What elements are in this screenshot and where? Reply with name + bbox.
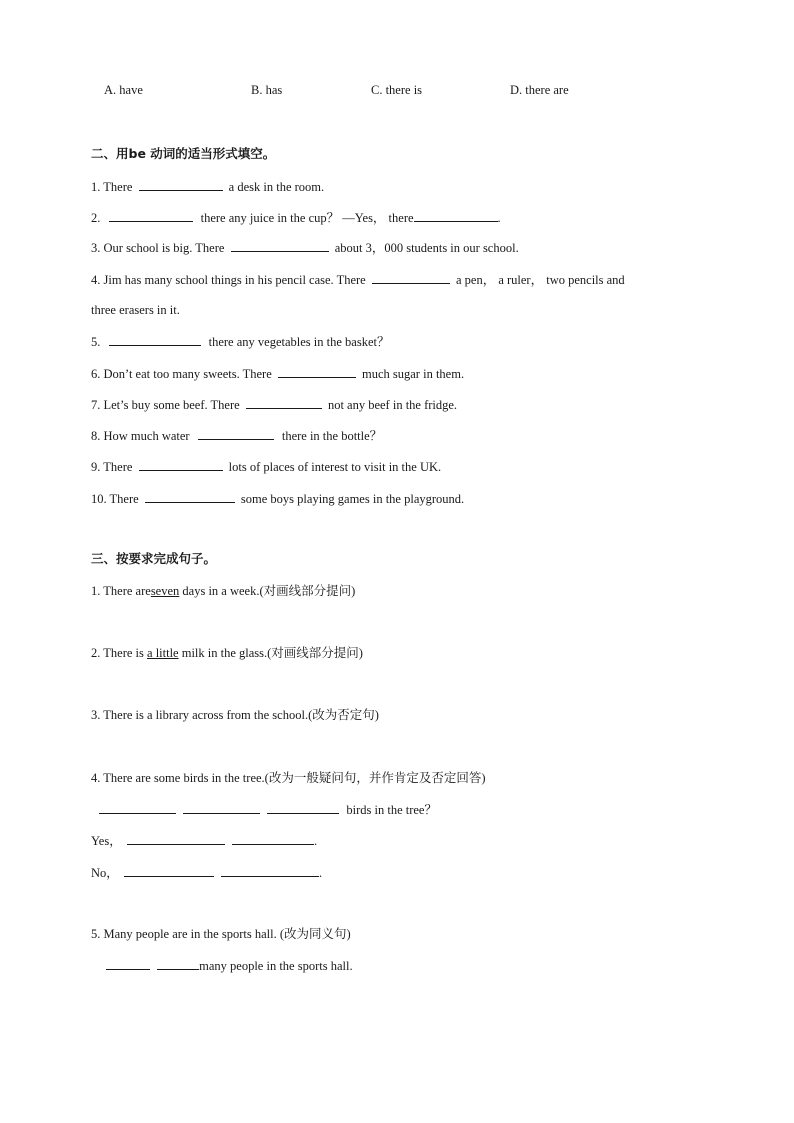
question-3-5: 5. Many people are in the sports hall. (改为同义句) [91,927,351,941]
question-3-5-answer-line [106,957,353,974]
option-c[interactable]: C. there is [371,83,423,97]
question-2-4 [91,271,625,288]
question-text: some boys playing games in the playground. [240,492,465,506]
question-text: lots of places of interest to visit in the UK. [228,460,442,474]
answer-blank[interactable] [231,239,329,252]
section-3-heading: 三、按要求完成句子。 [91,551,217,566]
question-2-5 [91,333,389,350]
question-2-8 [91,427,382,444]
question-text: 8. How much water [91,429,190,443]
period: . [313,834,318,848]
question-text: about 3，000 students in our school. [334,241,519,255]
question-text: 5. [91,335,101,349]
question-3-4: 4. There are some birds in the tree.(改为一般疑问句，并作肯定及否定回答) [91,771,486,785]
answer-blank[interactable] [372,271,450,284]
underlined-word: a little [147,646,179,660]
answer-blank[interactable] [106,957,150,970]
question-text: 1. There [91,180,133,194]
question-text: 9. There [91,460,133,474]
answer-blank[interactable] [99,801,176,814]
answer-blank[interactable] [278,365,356,378]
question-text: much sugar in them. [362,367,465,381]
question-2-10 [91,490,464,507]
question-2-9 [91,458,441,475]
section-2-heading: 二、用be 动词的适当形式填空。 [91,146,276,161]
question-text: there in the bottle？ [281,429,383,443]
question-2-7 [91,396,457,413]
answer-blank[interactable] [145,490,235,503]
answer-blank[interactable] [198,427,274,440]
question-2-2 [91,209,501,226]
period: . [319,866,323,880]
option-d[interactable]: D. there are [510,83,569,97]
answer-blank[interactable] [414,209,498,222]
question-text: a pen， a ruler， two pencils and [455,273,625,287]
question-3-2 [91,645,363,661]
question-text: a desk in the room. [228,180,325,194]
question-text: there any vegetables in the basket？ [208,335,390,349]
answer-blank[interactable] [232,832,314,845]
question-text: 3. Our school is big. There [91,241,225,255]
no-label: No， [91,866,119,880]
question-text: 7. Let’s buy some beef. There [91,398,240,412]
question-3-4-line-1 [99,801,437,818]
option-a[interactable]: A. have [104,83,143,97]
question-text: 6. Don’t eat too many sweets. There [91,367,272,381]
question-2-6 [91,365,464,382]
question-text: there any juice in the cup？ —Yes， there [200,211,414,225]
question-text: milk in the glass.(对画线部分提问) [181,646,363,660]
question-2-1 [91,178,324,195]
question-text: many people in the sports hall. [199,959,353,973]
answer-blank[interactable] [139,458,223,471]
question-3-4-yes-line [91,832,317,849]
question-text: 2. [91,211,101,225]
question-text: 10. There [91,492,139,506]
answer-blank[interactable] [109,209,193,222]
question-text: 4. Jim has many school things in his pencil case. There [91,273,366,287]
question-text: . [497,211,501,225]
option-b[interactable]: B. has [251,83,283,97]
question-3-4-no-line [91,864,322,881]
answer-blank[interactable] [246,396,322,409]
question-2-4-continued: three erasers in it. [91,303,180,317]
answer-blank[interactable] [109,333,201,346]
answer-blank[interactable] [124,864,214,877]
question-2-3 [91,239,519,256]
question-text: 1. There are [91,584,151,598]
underlined-word: seven [150,584,180,598]
question-3-3: 3. There is a library across from the school.(改为否定句) [91,708,379,722]
answer-blank[interactable] [157,957,199,970]
answer-blank[interactable] [127,832,225,845]
answer-blank[interactable] [183,801,260,814]
question-3-1 [91,583,355,599]
answer-blank[interactable] [221,864,319,877]
question-text: 2. There is [91,646,144,660]
question-text: not any beef in the fridge. [327,398,458,412]
answer-blank[interactable] [139,178,223,191]
question-text: birds in the tree？ [346,803,437,817]
yes-label: Yes， [91,834,122,848]
question-text: days in a week.(对画线部分提问) [182,584,356,598]
answer-blank[interactable] [267,801,339,814]
